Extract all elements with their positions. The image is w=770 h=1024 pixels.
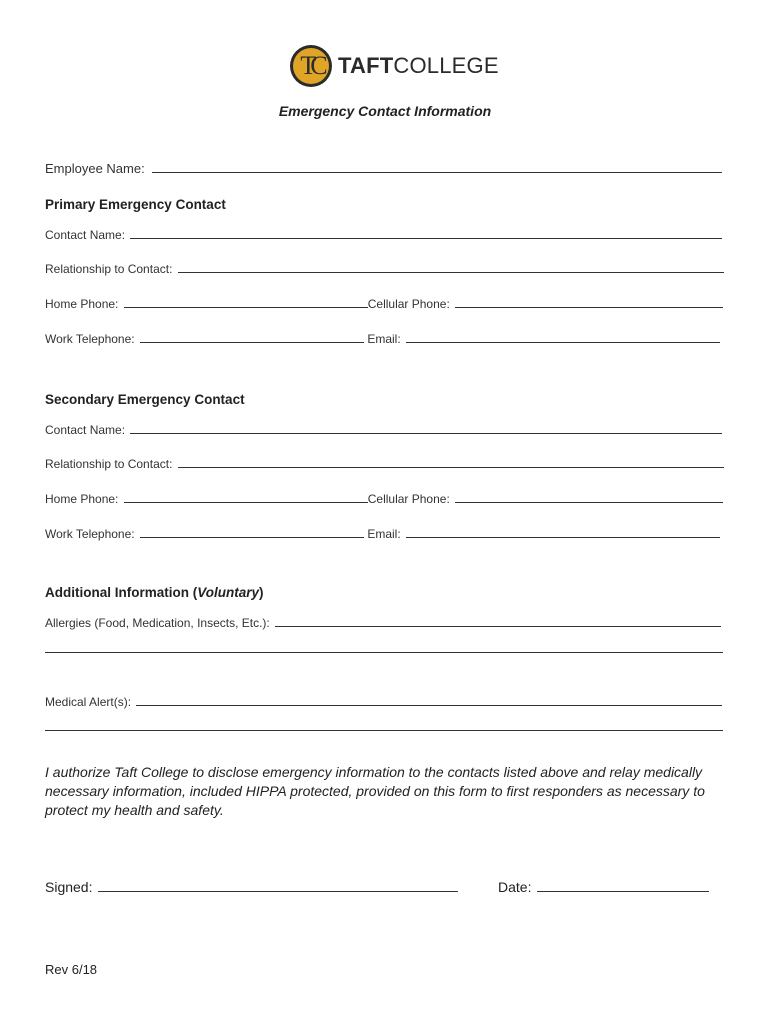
seal-monogram: TC	[300, 51, 322, 80]
secondary-email-label: Email:	[367, 527, 401, 541]
signed-label: Signed:	[45, 879, 93, 895]
logo-wordmark: TAFTCOLLEGE	[338, 53, 499, 78]
secondary-relationship-field[interactable]	[178, 455, 724, 468]
secondary-contact-name-label: Contact Name:	[45, 423, 126, 437]
primary-phone-row	[45, 295, 723, 311]
secondary-relationship-row	[45, 455, 724, 471]
college-seal-icon	[290, 45, 332, 87]
secondary-cellular-phone-label: Cellular Phone:	[367, 492, 450, 506]
primary-relationship-row	[45, 260, 724, 276]
secondary-relationship-label: Relationship to Contact:	[45, 457, 173, 471]
authorization-statement: I authorize Taft College to disclose emergency information to the contacts listed above and relay medically necessary information, included HIPPA protected, provided on this form to first responders as necessary to protect my health and safety.	[45, 764, 705, 818]
secondary-contact-name-row	[45, 421, 722, 437]
date-field[interactable]	[537, 877, 709, 892]
secondary-contact-name-field[interactable]	[130, 421, 722, 434]
secondary-work-telephone-label: Work Telephone:	[45, 527, 135, 541]
page-title: Emergency Contact Information	[278, 103, 492, 119]
primary-cellular-phone-label: Cellular Phone:	[367, 297, 450, 311]
date-label: Date:	[498, 879, 532, 895]
medical-alerts-field-line-2[interactable]	[45, 730, 723, 731]
taft-college-logo	[290, 43, 499, 89]
primary-home-phone-field[interactable]	[124, 295, 368, 308]
additional-info-heading: Additional Information (Voluntary)	[45, 585, 264, 600]
secondary-work-row	[45, 525, 720, 541]
medical-alerts-field[interactable]	[136, 693, 722, 706]
date-row	[498, 877, 709, 895]
allergies-field-line-2[interactable]	[45, 652, 723, 653]
medical-alerts-label: Medical Alert(s):	[45, 695, 132, 709]
primary-contact-name-row	[45, 226, 722, 242]
medical-alerts-row	[45, 693, 722, 709]
employee-name-field[interactable]	[152, 160, 722, 173]
revision-label: Rev 6/18	[45, 962, 98, 977]
primary-work-row	[45, 330, 720, 346]
primary-email-field[interactable]	[406, 330, 720, 343]
secondary-cellular-phone-field[interactable]	[455, 490, 723, 503]
primary-contact-heading: Primary Emergency Contact	[45, 197, 226, 212]
secondary-home-phone-field[interactable]	[124, 490, 368, 503]
signature-row	[45, 877, 458, 895]
allergies-label: Allergies (Food, Medication, Insects, Etc.):	[45, 616, 270, 630]
primary-cellular-phone-field[interactable]	[455, 295, 723, 308]
employee-name-row	[45, 160, 722, 176]
employee-name-label: Employee Name:	[45, 161, 145, 176]
primary-email-label: Email:	[367, 332, 401, 346]
secondary-work-telephone-field[interactable]	[140, 525, 364, 538]
primary-relationship-field[interactable]	[178, 260, 724, 273]
signature-field[interactable]	[98, 877, 458, 892]
secondary-contact-heading: Secondary Emergency Contact	[45, 392, 245, 407]
primary-contact-name-field[interactable]	[130, 226, 722, 239]
secondary-email-field[interactable]	[406, 525, 720, 538]
primary-relationship-label: Relationship to Contact:	[45, 262, 173, 276]
primary-work-telephone-field[interactable]	[140, 330, 364, 343]
primary-work-telephone-label: Work Telephone:	[45, 332, 135, 346]
primary-home-phone-label: Home Phone:	[45, 297, 119, 311]
secondary-phone-row	[45, 490, 723, 506]
allergies-field[interactable]	[275, 614, 721, 627]
primary-contact-name-label: Contact Name:	[45, 228, 126, 242]
allergies-row	[45, 614, 721, 630]
secondary-home-phone-label: Home Phone:	[45, 492, 119, 506]
